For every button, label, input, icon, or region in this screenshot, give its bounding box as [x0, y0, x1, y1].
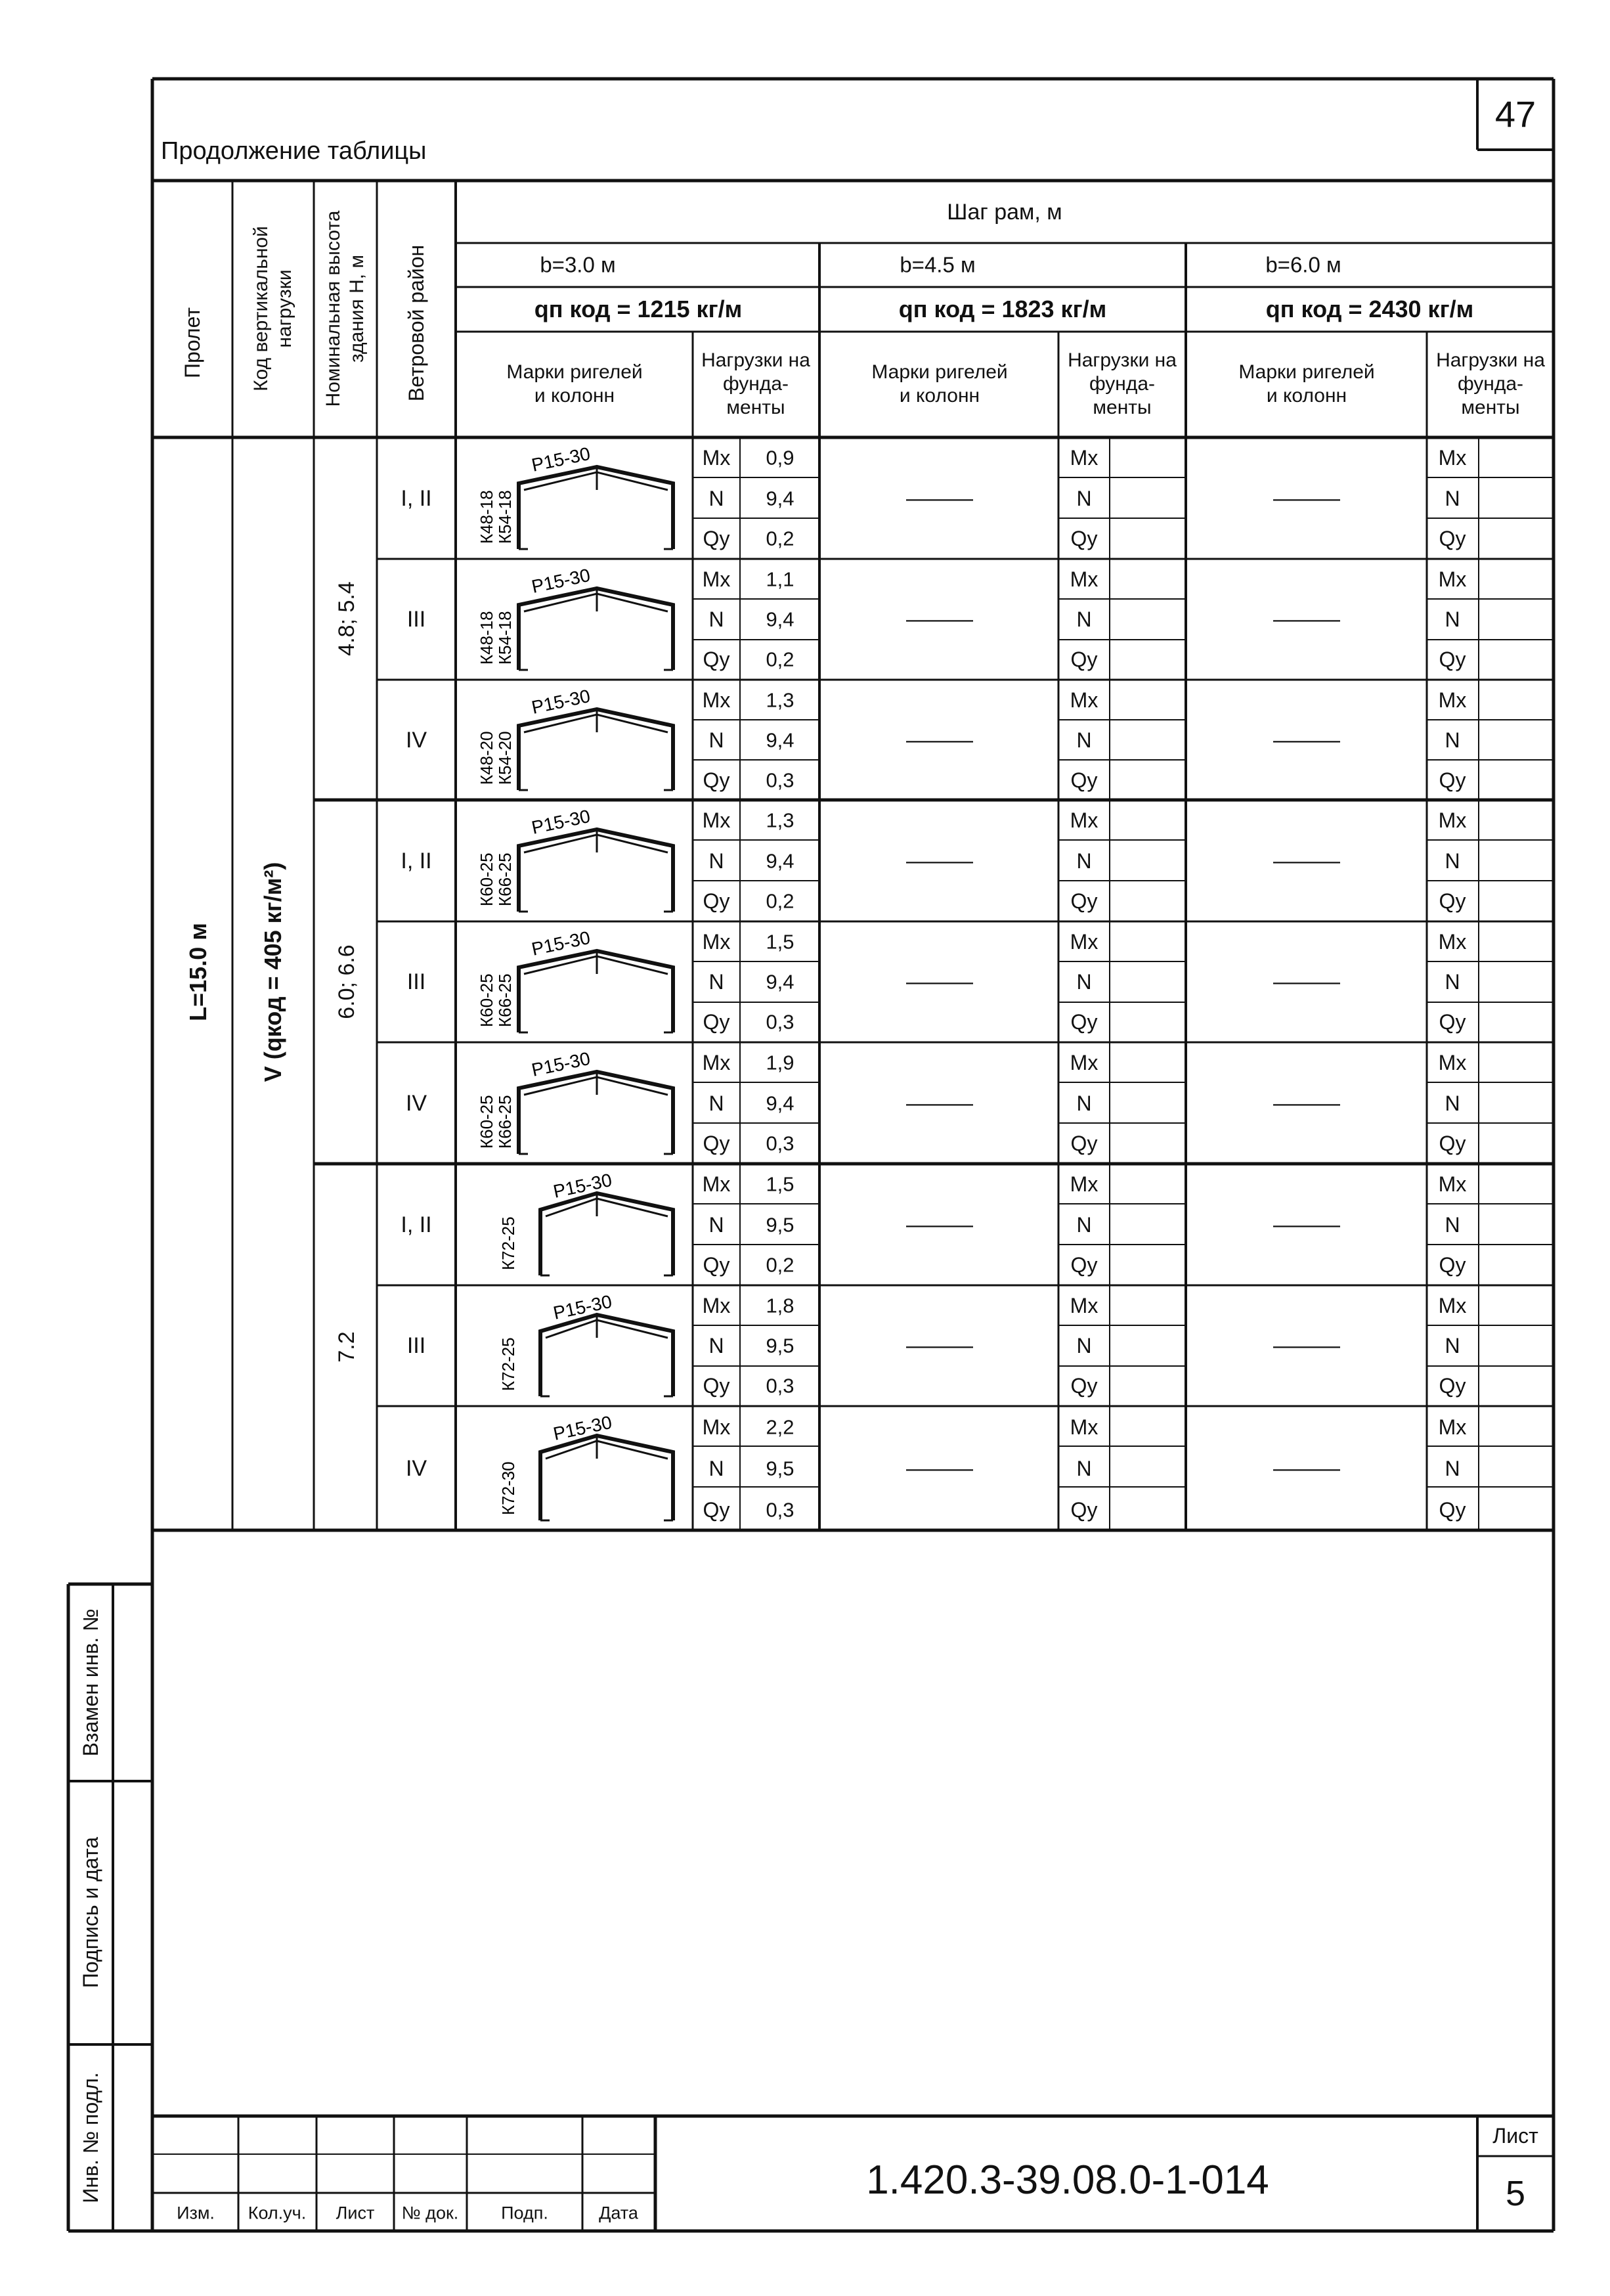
load-label-mx: Mx	[702, 1415, 731, 1439]
load-label-mx: Mx	[1438, 1293, 1467, 1317]
load-label-n: N	[1076, 849, 1092, 873]
column-mark: К48-18	[477, 490, 496, 544]
group-q-label: qп код = 2430 кг/м	[1265, 296, 1474, 322]
group-loads-label: Нагрузки на фунда- менты	[1436, 349, 1545, 418]
empty-mark-dash: ———	[906, 607, 973, 632]
header-wind: Ветровой район	[404, 244, 428, 402]
load-label-qy: Qy	[703, 527, 730, 551]
column-mark: К60-25	[477, 852, 496, 906]
load-label-qy: Qy	[1070, 1497, 1098, 1522]
wind-region: III	[406, 1333, 426, 1358]
load-value-qy: 0,2	[766, 648, 794, 671]
load-label-n: N	[708, 607, 724, 631]
wind-region: IV	[405, 1090, 427, 1116]
height-value: 7.2	[334, 1331, 359, 1363]
load-label-qy: Qy	[1070, 1253, 1098, 1277]
frame-outline	[540, 1436, 673, 1520]
load-value-n: 9,4	[766, 1092, 794, 1115]
load-value-qy: 0,2	[766, 1253, 794, 1277]
load-value-qy: 0,3	[766, 1498, 794, 1521]
group-b-label: b=3.0 м	[540, 252, 616, 277]
load-label-n: N	[1445, 1212, 1460, 1237]
load-label-n: N	[1445, 849, 1460, 873]
load-label-n: N	[708, 970, 724, 994]
tb-col-izm: Изм.	[177, 2203, 215, 2223]
column-mark: К54-18	[495, 490, 515, 544]
frame-sketch	[456, 562, 693, 676]
load-label-qy: Qy	[1439, 648, 1466, 672]
tb-col-doc: № док.	[401, 2203, 459, 2223]
load-label-mx: Mx	[702, 1050, 731, 1074]
beam-mark: Р15-30	[529, 805, 592, 838]
load-label-n: N	[1076, 1091, 1092, 1115]
load-label-n: N	[1445, 1091, 1460, 1115]
empty-mark-dash: ———	[1273, 727, 1340, 753]
column-mark: К60-25	[477, 973, 496, 1027]
load-label-qy: Qy	[1439, 1374, 1466, 1398]
empty-mark-dash: ———	[1273, 1090, 1340, 1116]
load-value-qy: 0,3	[766, 1374, 794, 1398]
frame-outline	[540, 1315, 673, 1396]
load-label-mx: Mx	[1438, 929, 1467, 954]
beam-mark: Р15-30	[551, 1291, 614, 1323]
wind-region: I, II	[401, 485, 432, 511]
group-marks-label: Марки ригелей и колонн	[871, 361, 1008, 407]
beam-mark: Р15-30	[551, 1169, 614, 1202]
load-value-n: 9,4	[766, 728, 794, 751]
load-label-qy: Qy	[1070, 1010, 1098, 1034]
beam-mark: Р15-30	[529, 1048, 592, 1080]
tb-col-podp: Подп.	[501, 2203, 548, 2223]
group-b-label: b=4.5 м	[900, 252, 976, 277]
frame-sketch	[456, 803, 693, 918]
load-label-mx: Mx	[702, 445, 731, 470]
load-label-qy: Qy	[1070, 527, 1098, 551]
group-marks-label: Марки ригелей и колонн	[1238, 361, 1375, 407]
load-label-mx: Mx	[1070, 808, 1099, 832]
column-mark: К48-18	[477, 611, 496, 665]
tb-col-list: Лист	[336, 2203, 375, 2223]
load-value-n: 9,5	[766, 1457, 794, 1480]
empty-mark-dash: ———	[906, 969, 973, 994]
empty-mark-dash: ———	[906, 485, 973, 511]
load-label-mx: Mx	[702, 567, 731, 591]
tb-col-date: Дата	[599, 2203, 638, 2223]
wind-region: IV	[405, 727, 427, 753]
load-label-mx: Mx	[702, 929, 731, 954]
empty-mark-dash: ———	[906, 1333, 973, 1358]
load-label-mx: Mx	[1438, 808, 1467, 832]
column-mark: К54-20	[495, 731, 515, 785]
load-label-n: N	[1445, 1334, 1460, 1358]
table-caption: Продолжение таблицы	[161, 137, 427, 165]
empty-mark-dash: ———	[1273, 1455, 1340, 1481]
span-value: L=15.0 м	[185, 923, 211, 1021]
load-label-mx: Mx	[1438, 688, 1467, 712]
empty-mark-dash: ———	[1273, 485, 1340, 511]
height-value: 4.8; 5.4	[334, 581, 359, 656]
frame-sketch	[456, 1289, 693, 1403]
load-label-mx: Mx	[1070, 1415, 1099, 1439]
load-label-n: N	[1076, 486, 1092, 510]
load-value-qy: 0,2	[766, 527, 794, 550]
load-value-qy: 0,3	[766, 1010, 794, 1034]
load-label-qy: Qy	[703, 1010, 730, 1034]
load-label-mx: Mx	[1438, 1415, 1467, 1439]
wind-region: I, II	[401, 1212, 432, 1237]
empty-mark-dash: ———	[906, 1212, 973, 1237]
load-label-qy: Qy	[1439, 768, 1466, 792]
load-label-mx: Mx	[1070, 445, 1099, 470]
empty-mark-dash: ———	[906, 1090, 973, 1116]
header-step: Шаг рам, м	[947, 200, 1062, 225]
load-value-mx: 0,9	[766, 446, 794, 470]
load-label-n: N	[708, 728, 724, 752]
empty-mark-dash: ———	[906, 848, 973, 873]
load-value-mx: 1,9	[766, 1051, 794, 1074]
load-value-mx: 2,2	[766, 1415, 794, 1438]
load-label-qy: Qy	[703, 1374, 730, 1398]
document-code: 1.420.3-39.08.0-1-014	[866, 2157, 1269, 2203]
column-mark: К72-25	[498, 1337, 518, 1391]
beam-mark: Р15-30	[529, 564, 592, 597]
load-value-n: 9,4	[766, 849, 794, 872]
load-value-mx: 1,1	[766, 567, 794, 591]
load-label-mx: Mx	[1070, 1172, 1099, 1196]
load-label-qy: Qy	[1439, 1497, 1466, 1522]
page-number: 47	[1494, 93, 1536, 135]
frame-sketch	[456, 441, 693, 556]
load-label-mx: Mx	[1070, 688, 1099, 712]
load-label-qy: Qy	[1439, 1132, 1466, 1156]
load-label-mx: Mx	[1438, 445, 1467, 470]
empty-mark-dash: ———	[1273, 1212, 1340, 1237]
group-marks-label: Марки ригелей и колонн	[506, 361, 643, 407]
load-label-n: N	[708, 1091, 724, 1115]
height-value: 6.0; 6.6	[334, 944, 359, 1019]
load-label-n: N	[1076, 1212, 1092, 1237]
load-value-n: 9,5	[766, 1334, 794, 1358]
load-label-mx: Mx	[702, 688, 731, 712]
header-span: Пролет	[181, 307, 204, 378]
load-label-n: N	[1076, 607, 1092, 631]
column-mark: К66-25	[495, 1095, 515, 1149]
stamp-sign-date: Подпись и дата	[79, 1836, 102, 1989]
header-height: Номинальная высота здания Н, м	[322, 210, 368, 407]
frame-sketch	[456, 683, 693, 797]
load-value-n: 9,4	[766, 970, 794, 994]
empty-mark-dash: ———	[906, 1455, 973, 1481]
stamp-replace-inv: Взамен инв. №	[79, 1608, 102, 1757]
column-mark: К72-30	[498, 1461, 518, 1515]
empty-mark-dash: ———	[1273, 969, 1340, 994]
load-label-mx: Mx	[702, 1172, 731, 1196]
frame-sketch	[456, 1167, 693, 1282]
load-label-qy: Qy	[703, 648, 730, 672]
stamp-orig-inv: Инв. № подл.	[79, 2072, 102, 2203]
empty-mark-dash: ———	[1273, 607, 1340, 632]
frame-sketch	[456, 925, 693, 1039]
sheet-label: Лист	[1492, 2124, 1538, 2148]
empty-mark-dash: ———	[1273, 848, 1340, 873]
load-value-mx: 1,3	[766, 808, 794, 832]
load-value-qy: 0,3	[766, 768, 794, 791]
load-value-n: 9,5	[766, 1213, 794, 1236]
beam-mark: Р15-30	[529, 443, 592, 475]
load-label-mx: Mx	[1438, 567, 1467, 591]
group-b-label: b=6.0 м	[1265, 252, 1341, 277]
load-label-qy: Qy	[703, 768, 730, 792]
load-label-qy: Qy	[703, 1253, 730, 1277]
beam-mark: Р15-30	[551, 1411, 614, 1444]
load-label-qy: Qy	[1070, 648, 1098, 672]
load-label-n: N	[708, 849, 724, 873]
sheet-number: 5	[1505, 2174, 1526, 2213]
column-mark: К72-25	[498, 1216, 518, 1270]
load-label-qy: Qy	[1439, 1010, 1466, 1034]
wind-region: III	[406, 607, 426, 632]
column-mark: К66-25	[495, 973, 515, 1027]
column-mark: К60-25	[477, 1095, 496, 1149]
empty-mark-dash: ———	[1273, 1333, 1340, 1358]
load-label-qy: Qy	[1070, 1132, 1098, 1156]
load-label-qy: Qy	[1439, 889, 1466, 914]
load-label-qy: Qy	[1070, 768, 1098, 792]
load-label-n: N	[708, 1334, 724, 1358]
load-label-mx: Mx	[1070, 1293, 1099, 1317]
load-label-qy: Qy	[1439, 1253, 1466, 1277]
wind-region: I, II	[401, 848, 432, 873]
load-label-mx: Mx	[702, 808, 731, 832]
group-q-label: qп код = 1823 кг/м	[898, 296, 1107, 322]
load-label-n: N	[1076, 970, 1092, 994]
column-mark: К48-20	[477, 731, 496, 785]
load-label-n: N	[1076, 728, 1092, 752]
beam-mark: Р15-30	[529, 927, 592, 960]
load-value-n: 9,4	[766, 607, 794, 631]
load-label-n: N	[708, 1456, 724, 1480]
column-mark: К54-18	[495, 611, 515, 665]
load-label-n: N	[1445, 970, 1460, 994]
load-value: V (qкод = 405 кг/м²)	[259, 862, 286, 1082]
wind-region: IV	[405, 1455, 427, 1481]
load-label-n: N	[1076, 1456, 1092, 1480]
load-label-mx: Mx	[702, 1293, 731, 1317]
load-label-mx: Mx	[1070, 567, 1099, 591]
load-label-n: N	[708, 1212, 724, 1237]
load-label-n: N	[1076, 1334, 1092, 1358]
load-label-mx: Mx	[1438, 1172, 1467, 1196]
frame-outline	[540, 1193, 673, 1275]
load-value-qy: 0,3	[766, 1132, 794, 1155]
beam-mark: Р15-30	[529, 685, 592, 718]
wind-region: III	[406, 969, 426, 994]
load-label-mx: Mx	[1070, 929, 1099, 954]
load-value-qy: 0,2	[766, 889, 794, 913]
load-label-qy: Qy	[703, 1132, 730, 1156]
load-value-mx: 1,5	[766, 930, 794, 954]
load-label-qy: Qy	[703, 1497, 730, 1522]
load-label-n: N	[1445, 1456, 1460, 1480]
group-loads-label: Нагрузки на фунда- менты	[701, 349, 810, 418]
header-load-code: Код вертикальной нагрузки	[250, 226, 295, 391]
load-label-n: N	[1445, 728, 1460, 752]
load-label-qy: Qy	[1070, 1374, 1098, 1398]
load-label-n: N	[708, 486, 724, 510]
load-value-mx: 1,8	[766, 1294, 794, 1317]
load-value-mx: 1,5	[766, 1172, 794, 1196]
load-value-n: 9,4	[766, 487, 794, 510]
load-label-qy: Qy	[703, 889, 730, 914]
load-label-qy: Qy	[1070, 889, 1098, 914]
load-label-mx: Mx	[1438, 1050, 1467, 1074]
load-label-qy: Qy	[1439, 527, 1466, 551]
load-label-mx: Mx	[1070, 1050, 1099, 1074]
load-label-n: N	[1445, 486, 1460, 510]
tb-col-kol: Кол.уч.	[248, 2203, 307, 2223]
group-loads-label: Нагрузки на фунда- менты	[1068, 349, 1177, 418]
column-mark: К66-25	[495, 852, 515, 906]
frame-sketch	[456, 1409, 693, 1527]
group-q-label: qп код = 1215 кг/м	[534, 296, 743, 322]
empty-mark-dash: ———	[906, 727, 973, 753]
frame-sketch	[456, 1046, 693, 1160]
load-value-mx: 1,3	[766, 688, 794, 711]
load-label-n: N	[1445, 607, 1460, 631]
